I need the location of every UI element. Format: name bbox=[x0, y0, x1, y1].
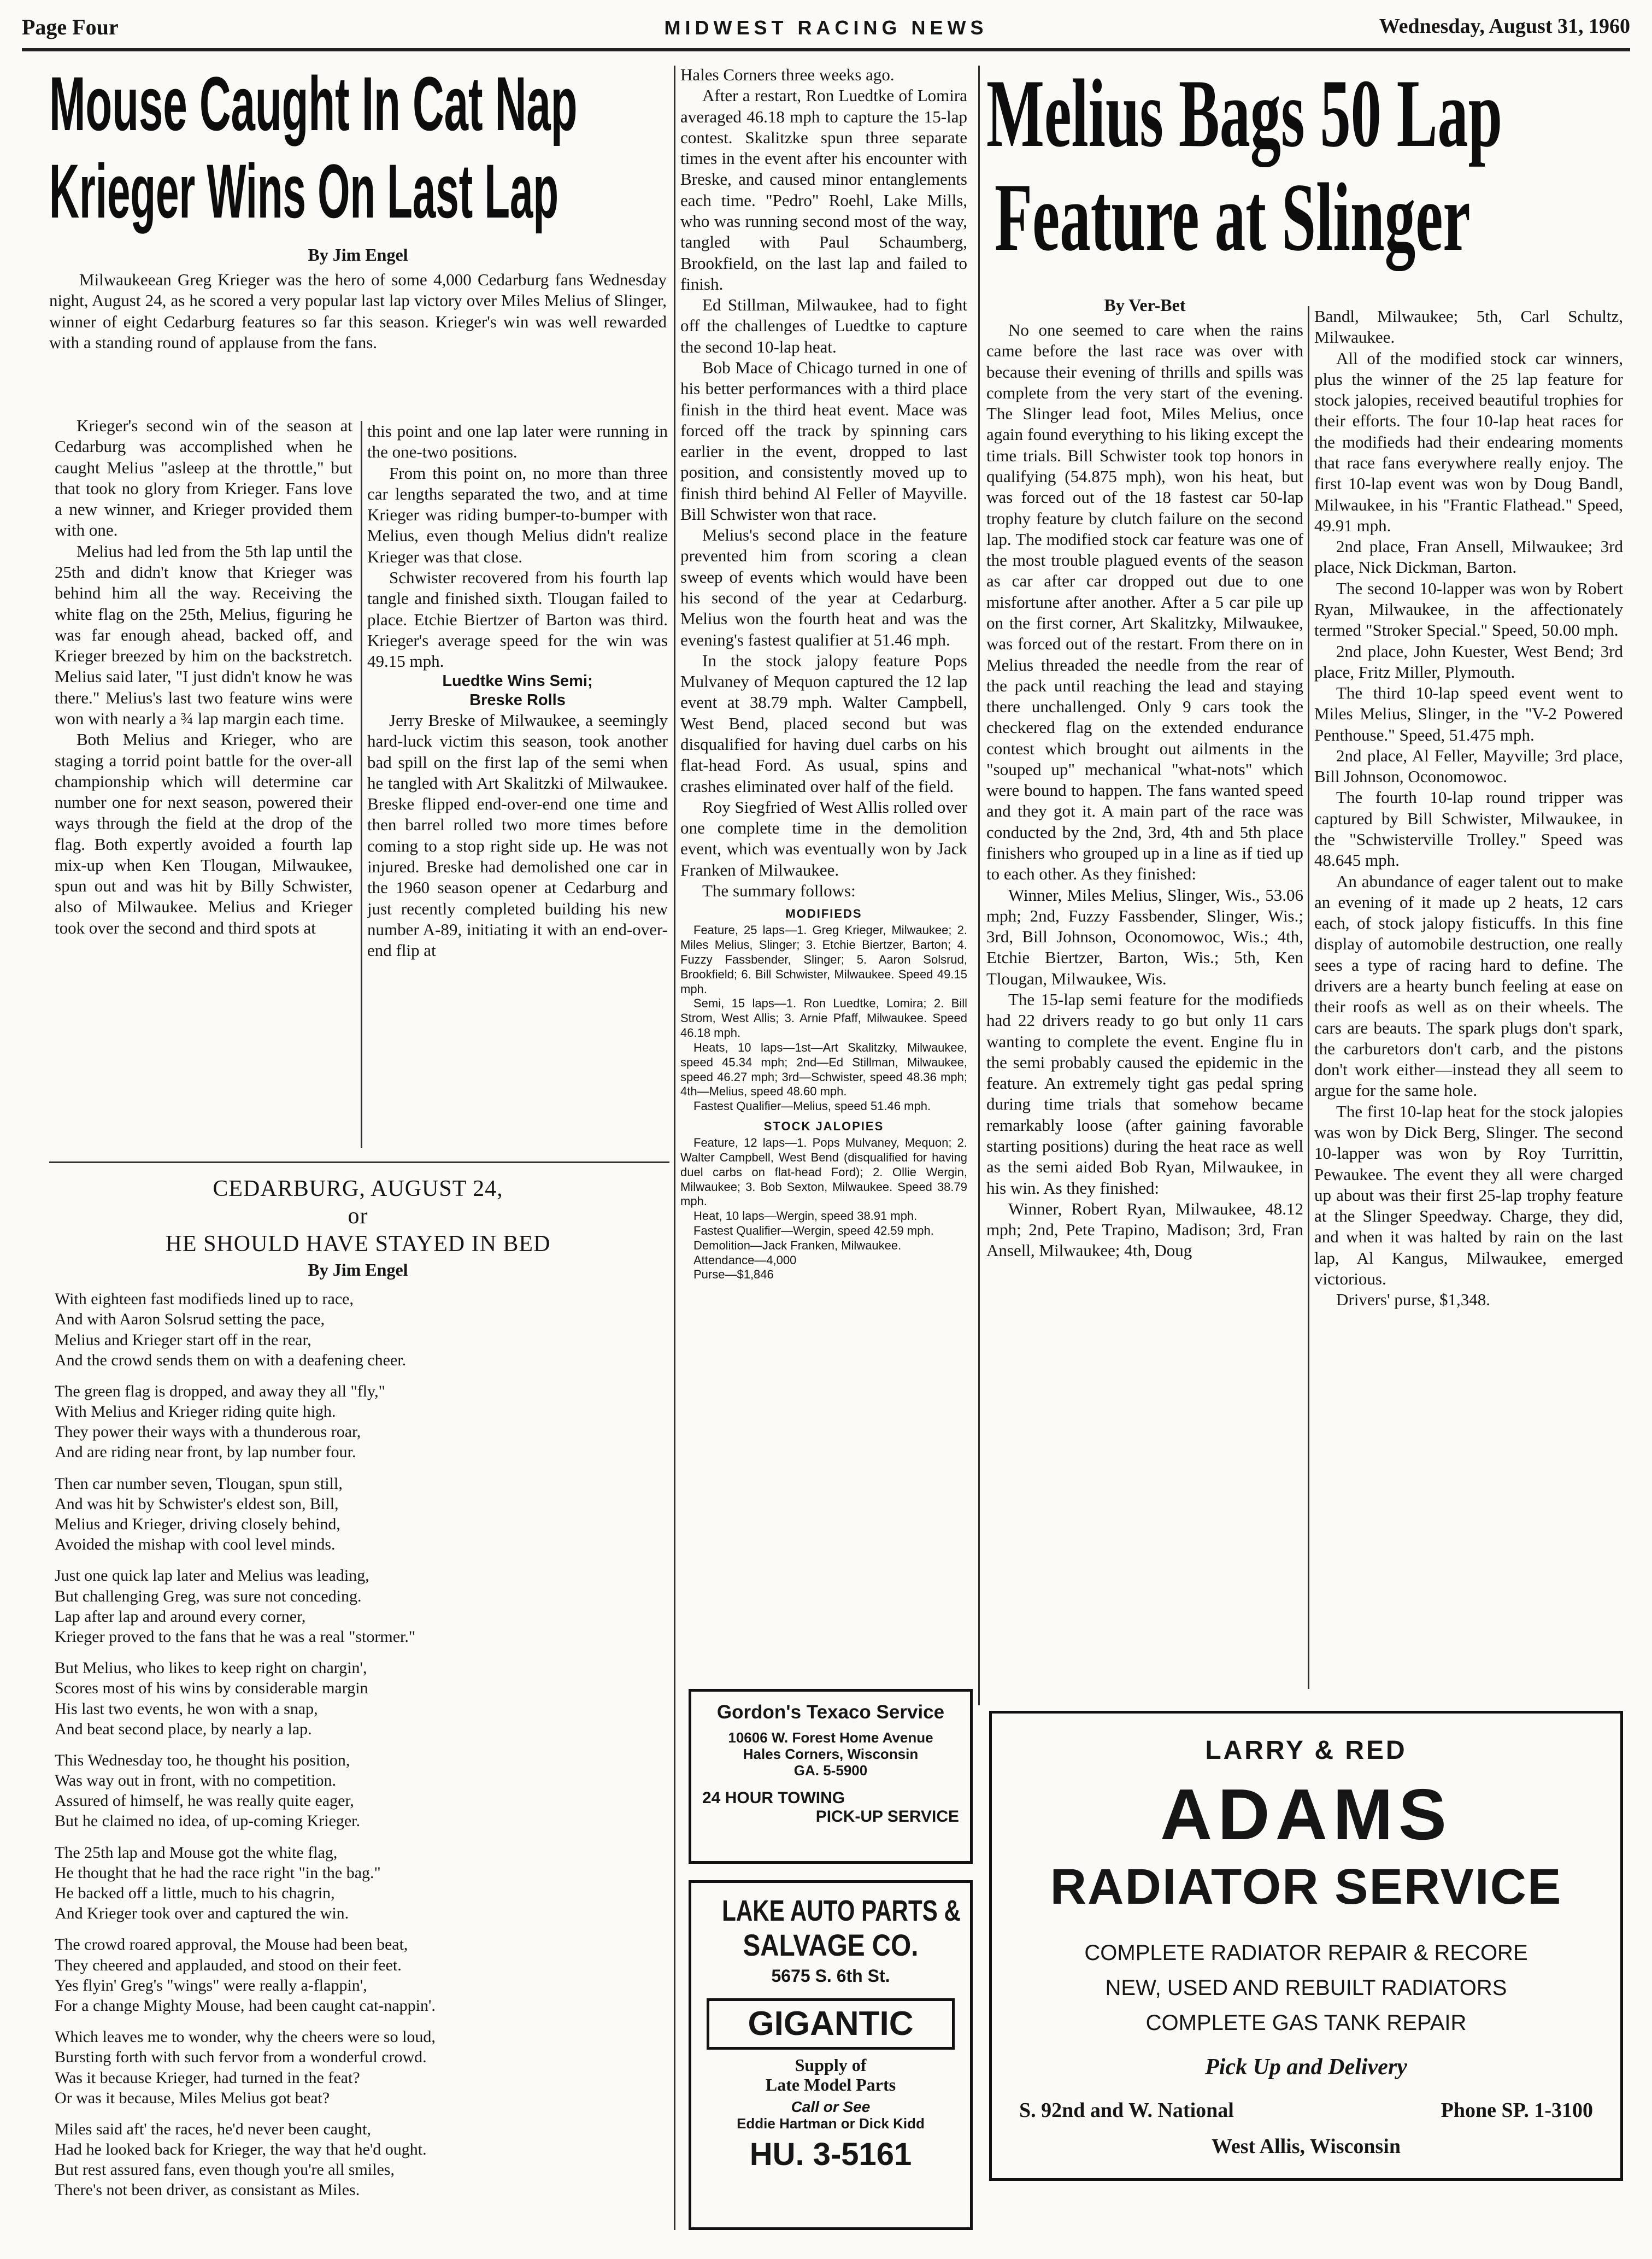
paragraph: Winner, Miles Melius, Slinger, Wis., 53.06 mph; 2nd, Fuzzy Fassbender, Slinger, Wis.; 3rd, Bill Johnson, Oconomowoc, Wis.; 4th, Etchie Biertzer, Barton, Wis.; 5th, Ken Tlougan, Milwaukee, Wis. bbox=[986, 885, 1303, 988]
poem-stanza bbox=[55, 2119, 661, 2201]
poem-line: His last two events, he won with a snap, bbox=[55, 1699, 318, 1718]
summary-stock-head: STOCK JALOPIES bbox=[763, 1119, 884, 1134]
ad-line: Hales Corners, Wisconsin bbox=[743, 1746, 919, 1763]
column-rule bbox=[674, 66, 675, 2230]
paragraph: 2nd place, Fran Ansell, Milwaukee; 3rd place, Nick Dickman, Barton. bbox=[1314, 537, 1623, 577]
poem-line: And Krieger took over and captured the win. bbox=[55, 1904, 349, 1923]
summary-line: Demolition—Jack Franken, Milwaukee. bbox=[693, 1238, 902, 1252]
poem-line: Lap after lap and around every corner, bbox=[55, 1607, 306, 1626]
poem-line: Bursting forth with such fervor from a wonderful crowd. bbox=[55, 2048, 427, 2067]
paragraph: this point and one lap later were running in the one-two positions. bbox=[367, 421, 668, 462]
ad-address-row bbox=[992, 2099, 1620, 2123]
summary-line: Feature, 25 laps—1. Greg Krieger, Milwaukee; 2. Miles Melius, Slinger; 3. Etchie Biertzer, Barton; 4. Fuzzy Fassbender, Slinger; 5. Aaron Solsrud, Brookfield; 6. Bill Schwister, Milwaukee. Speed 49.15 mph. bbox=[680, 923, 967, 996]
ad-line: HU. 3-5161 bbox=[749, 2137, 912, 2173]
poem-stanza bbox=[55, 1565, 661, 1647]
poem-line: And are riding near front, by lap number four. bbox=[55, 1443, 356, 1462]
poem-line: This Wednesday too, he thought his position, bbox=[55, 1751, 350, 1769]
ad-line: 10606 W. Forest Home Avenue bbox=[728, 1729, 933, 1746]
paragraph: Jerry Breske of Milwaukee, a seemingly hard-luck victim this season, took another bad spill on the first lap of the semi when he tangled with Art Skalitzki of Milwaukee. Breske flipped end-over-end one time and then barrel rolled two more times before coming to a stop right side up. He was not injured. Breske had demolished one car in the 1960 season opener at Cedarburg and just recently completed building his new number A-89, initiating it with an end-over-end flip at bbox=[367, 710, 668, 960]
poem-line: They cheered and applauded, and stood on their feet. bbox=[55, 1956, 402, 1974]
poem-line: And beat second place, by nearly a lap. bbox=[55, 1720, 312, 1738]
ad-line: 5675 S. 6th St. bbox=[771, 1966, 890, 1986]
paragraph: Schwister recovered from his fourth lap tangle and finished sixth. Tlougan failed to place. Etchie Biertzer of Barton was third. Krieger's average speed for the win was 49.15 mph. bbox=[367, 567, 668, 671]
poem-line: Or was it because, Miles Melius got beat? bbox=[55, 2088, 330, 2107]
paragraph: After a restart, Ron Luedtke of Lomira averaged 46.18 mph to capture the 15-lap contest. Skalitzke spun three separate times in the event after his encounter with Breske, and caused minor entanglements each time. "Pedro" Roehl, Lake Mills, who was running second most of the way, tangled with Paul Schaumberg, Brookfield, on the last lap and failed to finish. bbox=[680, 86, 967, 294]
section-rule bbox=[49, 1161, 669, 1163]
ad-line: ADAMS bbox=[1160, 1774, 1452, 1855]
poem-line: And was hit by Schwister's eldest son, Bill, bbox=[55, 1494, 339, 1513]
poem-line: Scores most of his wins by considerable margin bbox=[55, 1679, 368, 1698]
poem-stanza bbox=[55, 2027, 661, 2108]
summary-modifieds-head: MODIFIEDS bbox=[785, 907, 862, 921]
summary-line: Fastest Qualifier—Wergin, speed 42.59 mph. bbox=[693, 1223, 934, 1237]
story1-headline-2: Krieger Wins On Last Lap bbox=[49, 148, 559, 234]
summary-line: Heat, 10 laps—Wergin, speed 38.91 mph. bbox=[693, 1209, 918, 1223]
paragraph: Roy Siegfried of West Allis rolled over one complete time in the demolition event, which was eventually won by Jack Franken of Milwaukee. bbox=[680, 797, 967, 879]
poem-line: Melius and Krieger start off in the rear, bbox=[55, 1330, 311, 1349]
ad-line: Late Model Parts bbox=[765, 2075, 896, 2095]
poem-line: The crowd roared approval, the Mouse had been beat, bbox=[55, 1935, 408, 1954]
poem-line: Assured of himself, he was really quite eager, bbox=[55, 1792, 354, 1810]
story1-header bbox=[49, 66, 667, 443]
summary-line: Heats, 10 laps—1st—Art Skalitzky, Milwaukee, speed 45.34 mph; 2nd—Ed Stillman, Milwaukee, speed 46.27 mph; 3rd—Schwister, speed 48.36 mph; 4th—Melius, speed 48.60 mph. bbox=[680, 1040, 967, 1099]
story2-column-e bbox=[1314, 306, 1623, 1694]
poem-stanza bbox=[55, 1381, 661, 1463]
column-rule bbox=[1308, 306, 1309, 1689]
paragraph: 2nd place, Al Feller, Mayville; 3rd place, Bill Johnson, Oconomowoc. bbox=[1314, 746, 1623, 787]
ad-line: West Allis, Wisconsin bbox=[1212, 2134, 1401, 2158]
poem-stanza bbox=[55, 1474, 661, 1555]
ad-line: PICK-UP SERVICE bbox=[815, 1808, 959, 1826]
poem-stanza bbox=[55, 1843, 661, 1924]
poem-line: For a change Mighty Mouse, had been caught cat-nappin'. bbox=[55, 1996, 436, 2015]
poem-line: Was it because Krieger, had turned in the feat? bbox=[55, 2068, 360, 2087]
paragraph: Melius had led from the 5th lap until the 25th and didn't know that Krieger was behind him all the way. Receiving the white flag on the 25th, Melius, figuring he was far enough ahead, backed off, and Krieger breezed by him on the backstretch. Melius said later, "I just didn't know he was there." Melius's last two feature wins were won with nearly a ¾ lap margin each time. bbox=[55, 541, 352, 728]
issue-date: Wednesday, August 31, 1960 bbox=[1379, 15, 1630, 38]
poem-line: And with Aaron Solsrud setting the pace, bbox=[55, 1310, 325, 1329]
ad-line: SALVAGE CO. bbox=[743, 1928, 919, 1963]
summary-line: Semi, 15 laps—1. Ron Luedtke, Lomira; 2. Bill Strom, West Allis; 3. Arnie Pfaff, Milwaukee. Speed 46.18 mph. bbox=[680, 996, 967, 1040]
paragraph: All of the modified stock car winners, plus the winner of the 25 lap feature for stock jalopies, received beautiful trophies for their efforts. The four 10-lap heat races for the modifieds had their endearing moments that race fans everywhere really enjoy. The first 10-lap event was won by Doug Bandl, Milwaukee, in his "Frantic Flathead." Speed, 49.91 mph. bbox=[1314, 348, 1623, 535]
paragraph: The 15-lap semi feature for the modifieds had 22 drivers ready to go but only 11 cars wanting to complete the event. Engine flu in the semi probably caused the epidemic in the feature. An extremely tight gas pedal spring during time trials that somehow became remarkably loose (after gaining favorable starting positions) during the heat race as well as the semi aided Bob Ryan, Milwaukee, in his win. As they finished: bbox=[986, 990, 1303, 1198]
poem-line: He backed off a little, much to his chagrin, bbox=[55, 1884, 335, 1903]
poem-line: But challenging Greg, was sure not conceding. bbox=[55, 1587, 362, 1605]
masthead bbox=[22, 10, 1630, 51]
paragraph: Both Melius and Krieger, who are staging a torrid point battle for the over-all championship which will determine car number one for next season, powered their ways through the field at the drop of the flag. Both expertly avoided a fourth lap mix-up when Ken Tlougan, Milwaukee, spun out and was hit by Billy Schwister, also of Milwaukee. Melius and Krieger took over the second and third spots at bbox=[55, 730, 352, 937]
paragraph: The third 10-lap speed event went to Miles Melius, Slinger, in the "V-2 Powered Penthouse." Speed, 51.475 mph. bbox=[1314, 683, 1623, 744]
summary-line: Feature, 12 laps—1. Pops Mulvaney, Mequon; 2. Walter Campbell, West Bend (disqualified for having duel carbs on flat-head Ford); 2. Ollie Wergin, Milwaukee; 3. Bob Sexton, Milwaukee. Speed 38.79 mph. bbox=[680, 1136, 967, 1208]
poem-line: Miles said aft' the races, he'd never been caught, bbox=[55, 2120, 371, 2138]
story1-lead: Milwaukeean Greg Krieger was the hero of some 4,000 Cedarburg fans Wednesday night, August 24, as he scored a very popular last lap victory over Miles Melius of Slinger, winner of eight Cedarburg features so far this season. Krieger's win was well rewarded with a standing round of applause from the fans. bbox=[49, 270, 667, 352]
paragraph: An abundance of eager talent out to make an evening of it made up 2 heats, 12 cars each, of stock jalopy fisticuffs. In this fine display of automobile destruction, one really sees a type of racing hard to define. The drivers are a hearty bunch feeling at ease on their roofs as well as on their wheels. The cars are beauts. The spark plugs don't spark, the carburetors don't carb, and the pistons don't work either—instead they all seem to argue for the same hole. bbox=[1314, 871, 1623, 1100]
subhead-breske: Breske Rolls bbox=[469, 691, 566, 709]
ad-line: GIGANTIC bbox=[707, 1998, 955, 2049]
poem-line: Was way out in front, with no competition. bbox=[55, 1771, 337, 1790]
story1-column-b bbox=[367, 421, 668, 1159]
ad-adams-radiator bbox=[989, 1711, 1623, 2181]
paragraph: Ed Stillman, Milwaukee, had to fight off the challenges of Luedtke to capture the second 10-lap heat. bbox=[680, 295, 967, 356]
paragraph: Winner, Robert Ryan, Milwaukee, 48.12 mph; 2nd, Pete Trapino, Madison; 3rd, Fran Ansell, Milwaukee; 4th, Doug bbox=[986, 1199, 1303, 1260]
paragraph: 2nd place, John Kuester, West Bend; 3rd place, Fritz Miller, Plymouth. bbox=[1314, 641, 1623, 682]
paragraph: The first 10-lap heat for the stock jalopies was won by Dick Berg, Slinger. The second 10-lapper was won by Roy Turrittin, Pewaukee. The event they all were charged up about was their first 25-lap trophy feature at the Slinger Speedway. Charge, they did, and when it was halted by rain on the last lap, Al Kangus, Milwaukee, emerged victorious. bbox=[1314, 1101, 1623, 1288]
ad-line: 24 HOUR TOWING bbox=[702, 1788, 845, 1807]
paragraph: No one seemed to care when the rains came before the last race was over with because their evening of thrills and spills was complete from the very start of the evening. The Slinger lead foot, Miles Melius, once again found everything to his liking except the time trials. Bill Schwister took top honors in qualifying (54.875 mph), won his heat, but was forced out of the 18 fastest car 50-lap trophy feature by clutch failure on the second lap. The modified stock car feature was one of the most trouble plagued events of the season as car after car dropped out due to one misfortune after another. After a 5 car pile up on the first corner, Art Skalitzky, Milwaukee, was forced out of the restart. From there on in Melius threaded the needle from the rear of the pack until reaching the lead and staying there unchallenged. Only 9 cars took the checkered flag on the extended endurance contest which brought out ailments in the "souped up" mechanical "what-nots" which were bound to happen. The fans wanted speed and they got it. A main part of the race was conducted by the 2nd, 3rd, 4th and 5th place finishers who grouped up in a line as if tied up to each other. As they finished: bbox=[986, 320, 1303, 884]
story1-column-a bbox=[55, 415, 352, 1159]
poem bbox=[55, 1175, 661, 2230]
poem-line: Then car number seven, Tlougan, spun still, bbox=[55, 1474, 343, 1493]
poem-line: Had he looked back for Krieger, the way that he'd ought. bbox=[55, 2140, 427, 2159]
story2-header bbox=[986, 64, 1626, 300]
poem-line: Just one quick lap later and Melius was leading, bbox=[55, 1566, 369, 1585]
poem-title-2: or bbox=[348, 1204, 368, 1229]
paragraph: In the stock jalopy feature Pops Mulvaney of Mequon captured the 12 lap event at 38.79 mph. Walter Campbell, West Bend, placed second but was disqualified for having duel carbs on his flat-head Ford. As usual, spins and crashes eliminated over half of the field. bbox=[680, 650, 967, 796]
ad-line: GA. 5-5900 bbox=[793, 1762, 868, 1779]
story2-byline: By Ver-Bet bbox=[1104, 295, 1186, 315]
column-rule bbox=[361, 421, 362, 1148]
poem-title-3: HE SHOULD HAVE STAYED IN BED bbox=[165, 1231, 551, 1257]
ad-gordons-texaco bbox=[689, 1689, 973, 1864]
poem-line: Yes flyin' Greg's "wings" were really a-flappin', bbox=[55, 1976, 367, 1994]
ad-line: Call or See bbox=[791, 2098, 871, 2116]
poem-line: Avoided the mishap with cool level minds. bbox=[55, 1535, 336, 1554]
page-number: Page Four bbox=[22, 15, 119, 39]
paragraph: Bandl, Milwaukee; 5th, Carl Schultz, Milwaukee. bbox=[1314, 307, 1623, 347]
newspaper-name: MIDWEST RACING NEWS bbox=[664, 16, 988, 39]
poem-line: They power their ways with a thunderous roar, bbox=[55, 1423, 361, 1441]
poem-line: Which leaves me to wonder, why the cheers were so loud, bbox=[55, 2028, 436, 2046]
poem-title-1: CEDARBURG, AUGUST 24, bbox=[213, 1176, 503, 1201]
paragraph: Krieger's second win of the season at Cedarburg was accomplished when he caught Melius "asleep at the throttle," but that took no glory from Krieger. Fans love a new winner, and Krieger provided them with one. bbox=[55, 416, 352, 540]
story2-headline-2: Feature at Slinger bbox=[995, 163, 1471, 271]
poem-line: But rest assured fans, even though you're all smiles, bbox=[55, 2161, 395, 2179]
paragraph: The fourth 10-lap round tripper was captured by Bill Schwister, Milwaukee, in the "Schwisterville Trolley." Speed was 48.645 mph. bbox=[1314, 788, 1623, 870]
story1-headline-1: Mouse Caught In Cat Nap bbox=[49, 66, 578, 146]
poem-stanza bbox=[55, 1289, 661, 1370]
poem-line: And the crowd sends them on with a deafening cheer. bbox=[55, 1351, 407, 1369]
subhead-luedtke: Luedtke Wins Semi; bbox=[442, 672, 593, 690]
paragraph: The second 10-lapper was won by Robert Ryan, Milwaukee, in the affectionately termed "Stroker Special." Speed, 50.00 mph. bbox=[1314, 578, 1623, 640]
ad-line: LAKE AUTO PARTS & bbox=[722, 1894, 961, 1927]
ad-line: S. 92nd and W. National bbox=[1019, 2099, 1234, 2122]
story2-column-d bbox=[986, 295, 1303, 1694]
paragraph: From this point on, no more than three car lengths separated the two, and at time Krieger was riding bumper-to-bumper with Melius, even though Melius didn't realize Krieger was that close. bbox=[367, 463, 668, 566]
summary-line: Purse—$1,846 bbox=[693, 1268, 774, 1282]
summary-line: Attendance—4,000 bbox=[693, 1253, 797, 1267]
ad-line: Eddie Hartman or Dick Kidd bbox=[737, 2115, 925, 2132]
paragraph: The summary follows: bbox=[702, 881, 856, 900]
poem-line: The green flag is dropped, and away they all "fly," bbox=[55, 1382, 385, 1400]
paragraph: Melius's second place in the feature prevented him from scoring a clean sweep of events which would have been his second of the year at Cedarburg. Melius won the fourth heat and was the evening's fastest qualifier at 51.46 mph. bbox=[680, 525, 967, 649]
paragraph: Hales Corners three weeks ago. bbox=[680, 65, 895, 84]
poem-stanza bbox=[55, 1934, 661, 2016]
story1-column-c bbox=[680, 64, 967, 1677]
story2-headline-1: Melius Bags 50 Lap bbox=[986, 64, 1502, 167]
ad-line: COMPLETE GAS TANK REPAIR bbox=[1145, 2010, 1467, 2035]
ad-lake-auto-parts bbox=[689, 1880, 973, 2230]
ad-line: Supply of bbox=[795, 2055, 867, 2075]
poem-line: With eighteen fast modifieds lined up to race, bbox=[55, 1290, 354, 1309]
ad-line: RADIATOR SERVICE bbox=[1050, 1858, 1562, 1915]
ad-line: Pick Up and Delivery bbox=[1205, 2054, 1407, 2080]
summary-line: Fastest Qualifier—Melius, speed 51.46 mph. bbox=[693, 1099, 931, 1113]
poem-stanza bbox=[55, 1750, 661, 1832]
poem-line: He thought that he had the race right "in the bag." bbox=[55, 1863, 381, 1882]
poem-line: There's not been driver, as consistant as Miles. bbox=[55, 2181, 360, 2199]
paragraph: Bob Mace of Chicago turned in one of his better performances with a third place finish in the third heat event. Mace was forced off the track by spinning cars earlier in the event, dropped to last position, and consistently moved up to finish third behind Al Feller of Mayville. Bill Schwister won that race. bbox=[680, 357, 967, 524]
poem-line: But Melius, who likes to keep right on chargin', bbox=[55, 1659, 367, 1677]
poem-byline: By Jim Engel bbox=[308, 1260, 408, 1280]
poem-stanzas bbox=[55, 1289, 661, 2201]
ad-line: Phone SP. 1-3100 bbox=[1441, 2099, 1593, 2122]
ad-line: LARRY & RED bbox=[1205, 1736, 1407, 1765]
paragraph: Drivers' purse, $1,348. bbox=[1336, 1290, 1490, 1310]
poem-line: Melius and Krieger, driving closely behind, bbox=[55, 1515, 340, 1534]
story1-byline: By Jim Engel bbox=[308, 245, 408, 265]
column-rule bbox=[978, 66, 980, 1705]
poem-stanza bbox=[55, 1658, 661, 1739]
poem-line: Krieger proved to the fans that he was a real "stormer." bbox=[55, 1627, 416, 1646]
ad-line: COMPLETE RADIATOR REPAIR & RECORE bbox=[1084, 1940, 1528, 1965]
ad-line: NEW, USED AND REBUILT RADIATORS bbox=[1105, 1975, 1507, 2000]
poem-line: The 25th lap and Mouse got the white flag, bbox=[55, 1843, 338, 1862]
poem-line: With Melius and Krieger riding quite high. bbox=[55, 1403, 336, 1421]
poem-line: But he claimed no idea, of up-coming Krieger. bbox=[55, 1812, 360, 1830]
ad-line: Gordon's Texaco Service bbox=[716, 1701, 945, 1723]
